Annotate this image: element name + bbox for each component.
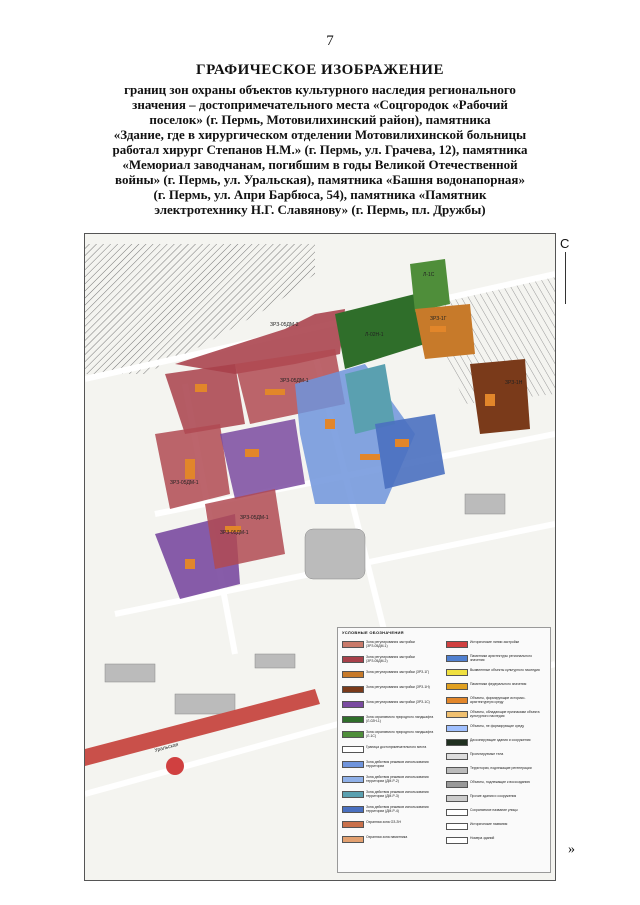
legend-label: Объекты, обладающие признаками объекта культурного наследия (470, 710, 540, 718)
legend-swatch (342, 761, 364, 768)
legend-swatch (342, 671, 364, 678)
legend-swatch (446, 655, 468, 662)
legend-swatch (446, 795, 468, 802)
legend-swatch (446, 781, 468, 788)
legend-swatch (342, 806, 364, 813)
map-frame (84, 233, 556, 881)
legend-label: Объекты, не формирующие среду (470, 724, 525, 728)
legend-swatch (342, 746, 364, 753)
document-subtitle: границ зон охраны объектов культурного наследия регионального значения – достопримечательного места «Соцгородок «Рабочий поселок» (г. Пермь, Мотовилихинский район), памятника «Здание, где в хирургическом отделении Мотовилихинской больницы работал хирург Степанов Н.М.» (г. Пермь, ул. Грачева, 12), памятника «Мемориал заводчанам, погибшим в годы Великой Отечественной войны» (г. Пермь, ул. Уральская), памятника «Башня водонапорная» (г. Пермь, ул. Апри Барбюса, 54), памятника «Памятник электротехнику Н.Г. Славянову» (г. Пермь, пл. Дружбы) (112, 82, 528, 217)
legend-label: Зона действия режимов использования территории (ДМ-Р-4) (366, 805, 429, 813)
north-arrow-icon (565, 252, 566, 304)
legend-swatch (342, 641, 364, 648)
legend-swatch (342, 701, 364, 708)
legend-label: Сохраняемое название улицы (470, 808, 518, 812)
legend-label: Объекты, формирующие историко-архитектурную среду (470, 696, 526, 704)
legend-swatch (446, 725, 468, 732)
legend-label: Зона регулирования застройки (ЗРЗ-1С) (366, 700, 430, 704)
svg-text:Уральская: Уральская (153, 741, 180, 754)
legend-label: Граница достопримечательного места (366, 745, 427, 749)
legend-label: Зона действия режимов использования территории (ДМ-Р-3) (366, 790, 429, 798)
svg-text:ЗРЗ-05ДМ-1: ЗРЗ-05ДМ-1 (170, 480, 199, 486)
closing-quote: » (568, 842, 575, 857)
legend-label: Зона действия режимов использования территории (366, 760, 429, 768)
legend-label: Объекты, подлежащие к воссозданию (470, 780, 530, 784)
svg-text:ЗРЗ-05ДМ-2: ЗРЗ-05ДМ-2 (270, 322, 299, 328)
legend-label: Зона охраняемого природного ландшафта (Л-02Н-1) (366, 715, 434, 723)
legend-label: Номера зданий (470, 836, 495, 840)
svg-text:ЗРЗ-05ДМ-1: ЗРЗ-05ДМ-1 (240, 515, 269, 521)
legend-swatch (342, 836, 364, 843)
legend-swatch (342, 821, 364, 828)
legend-label: Зона охраняемого природного ландшафта (Л-1С) (366, 730, 434, 738)
legend-swatch (446, 669, 468, 676)
legend-label: Охранная зона памятника (366, 835, 408, 839)
page-number: 7 (326, 33, 334, 49)
legend-swatch (446, 837, 468, 844)
legend-label: Охранная зона ОЗ-ЗН (366, 820, 401, 824)
legend-swatch (446, 767, 468, 774)
legend-label: Зона действия режимов использования территории (ДМ-Р-2) (366, 775, 429, 783)
document-title: ГРАФИЧЕСКОЕ ИЗОБРАЖЕНИЕ (196, 62, 444, 78)
legend-swatch (342, 731, 364, 738)
legend-label: Исторические названия (470, 822, 508, 826)
legend-swatch (446, 641, 468, 648)
svg-text:ЗРЗ-05ДМ-1: ЗРЗ-05ДМ-1 (220, 530, 249, 536)
legend-swatch (342, 776, 364, 783)
legend-swatch (446, 711, 468, 718)
legend-title: УСЛОВНЫЕ ОБОЗНАЧЕНИЯ (342, 630, 404, 635)
legend-label: Прочие здания и сооружения (470, 794, 517, 798)
legend-label: Памятники федерального значения (470, 682, 527, 686)
legend-swatch (446, 683, 468, 690)
legend-label: Территории, подлежащие регенерации (470, 766, 532, 770)
legend-swatch (446, 809, 468, 816)
svg-text:Л-02Н-1: Л-02Н-1 (365, 332, 384, 338)
legend-swatch (446, 753, 468, 760)
north-label: С (560, 236, 570, 251)
legend-label: Выявленные объекты культурного наследия (470, 668, 540, 672)
legend-label: Зона регулирования застройки (ЗРЗ-1Н) (366, 685, 430, 689)
legend-swatch (446, 823, 468, 830)
svg-text:Л-1С: Л-1С (423, 272, 435, 278)
legend-label: Зона регулирования застройки (ЗРЗ-1Г) (366, 670, 430, 674)
legend-panel (337, 627, 551, 873)
memorial-marker (166, 757, 184, 775)
zone-red-block-a (165, 364, 245, 434)
legend-label: Зона регулирования застройки (ЗРЗ-05ДМ-1) (366, 640, 415, 648)
legend-label: Диссонирующие здания и сооружения (470, 738, 531, 742)
zone-blue-east (375, 414, 445, 489)
svg-text:ЗРЗ-1Г: ЗРЗ-1Г (430, 316, 447, 322)
zone-green-small (410, 259, 450, 312)
legend-label: Проектируемые тела (470, 752, 504, 756)
svg-text:ЗРЗ-05ДМ-1: ЗРЗ-05ДМ-1 (280, 378, 309, 384)
legend-label: Памятники архитектуры регионального значения (470, 654, 532, 662)
legend-swatch (342, 716, 364, 723)
legend-label: Зона регулирования застройки (ЗРЗ-05ДМ-2) (366, 655, 415, 663)
legend-swatch (342, 656, 364, 663)
svg-text:ЗРЗ-1Н: ЗРЗ-1Н (505, 380, 523, 386)
legend-swatch (446, 697, 468, 704)
zone-brown (470, 359, 530, 434)
legend-swatch (342, 791, 364, 798)
legend-swatch (446, 739, 468, 746)
legend-swatch (342, 686, 364, 693)
legend-label: Исторические линии застройки (470, 640, 520, 644)
